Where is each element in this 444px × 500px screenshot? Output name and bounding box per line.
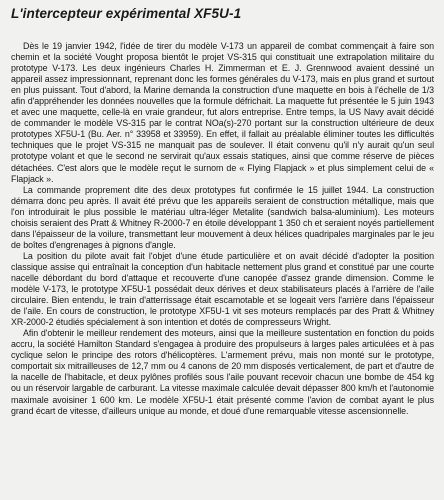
paragraph-4: Afin d'obtenir le meilleur rendement des moteurs, ainsi que la meilleure sustentation en fonction du poids accru, la société Hamilton Standard s'engagea à produire des propulseurs à larges pales articulées et à pas cyclique selon le principe des rotors d'hélicoptères. L'armement prévu, mais non monté sur le prototype, comportait six mitrailleuses de 12,7 mm ou 4 canons de 20 mm disposés verticalement, de part et d'autre de la nacelle de l'habitacle, et deux pylônes profilés sous l'aile pouvant recevoir chacun une bombe de 454 kg ou un réservoir largable de carburant. La vitesse maximale calculée devait dépasser 800 km/h et l'autonomie maximale avoisiner 1 600 km. Le modèle XF5U-1 était présenté comme l'avion de combat ayant le plus grand écart de vitesse, d'ailleurs unique au monde, et doué d'une remarquable vitesse ascensionnelle.: [11, 328, 434, 416]
paragraph-3: La position du pilote avait fait l'objet d'une étude particulière et on avait décidé d'adopter la position classique assise qui entraînait la conception d'un habitacle nettement plus grand et constitué par une courte nacelle débordant du bord d'attaque et recouverte d'une canopée d'assez grande dimension. Comme le modèle V-173, le prototype XF5U-1 possédait deux dérives et deux stabilisateurs placés à l'arrière de l'aile circulaire. Bien entendu, le train d'atterrissage était escamotable et se logeait vers l'arrière dans l'épaisseur de l'aile. En cours de construction, le prototype XF5U-1 vit ses moteurs remplacés par des Pratt & Whitney XR-2000-2 étudiés spécialement à son intention et dotés de compresseurs Wright.: [11, 250, 434, 328]
article-body: [11, 41, 434, 417]
paragraph-1: Dès le 19 janvier 1942, l'idée de tirer du modèle V-173 un appareil de combat commençait à faire son chemin et la société Vought proposa bientôt le projet VS-315 qui constituait une extrapolation militaire du prototype V-173. Les deux ingénieurs Charles H. Zimmerman et E. J. Grennwood avaient dessiné un appareil assez impressionnant, reprenant donc les formes générales du V-173, mais en plus grand et surtout en plus puissant. Tout d'abord, la Marine demanda la construction d'une maquette en bois à l'échelle de 1/3 afin d'appréhender les données nouvelles que la formule défrichait. La maquette fut présentée le 5 juin 1943 et avec une maquette, celle-là en vraie grandeur, fut alors entreprise. Entre temps, la US Navy avait décidé de commander le modèle VS-315 par le contrat NOa(s)-270 portant sur la construction ultérieure de deux prototypes XF5U-1 (Bu. Aer. n° 33958 et 33959). En effet, il fallait au préalable éliminer toutes les difficultés techniques que le projet VS-315 ne manquait pas de soulever. Il était convenu qu'il n'y aurait qu'un seul prototype volant et que le second ne servirait qu'aux essais statiques, ainsi que comme réserve de pièces détachées. C'est alors que le modèle reçut le surnom de « Flying Flapjack » et plus simplement celui de « Flapjack ».: [11, 41, 434, 184]
article-title: L'intercepteur expérimental XF5U-1: [11, 6, 242, 21]
paragraph-2: La commande proprement dite des deux prototypes fut confirmée le 15 juillet 1944. La construction démarra donc peu après. Il avait été prévu que les appareils seraient de construction métallique, mais que l'on introduirait le plus possible le matériau ultra-léger Metalite (sandwich balsa-aluminium). Les moteurs choisis seraient des Pratt & Whitney R-2000-7 en étoile développant 1 350 ch et seraient noyés partiellement dans l'épaisseur de la voilure, transmettant leur mouvement à deux hélices quadripales marginales par le jeu de boîtes d'engrenages à pignons d'angle.: [11, 184, 434, 250]
